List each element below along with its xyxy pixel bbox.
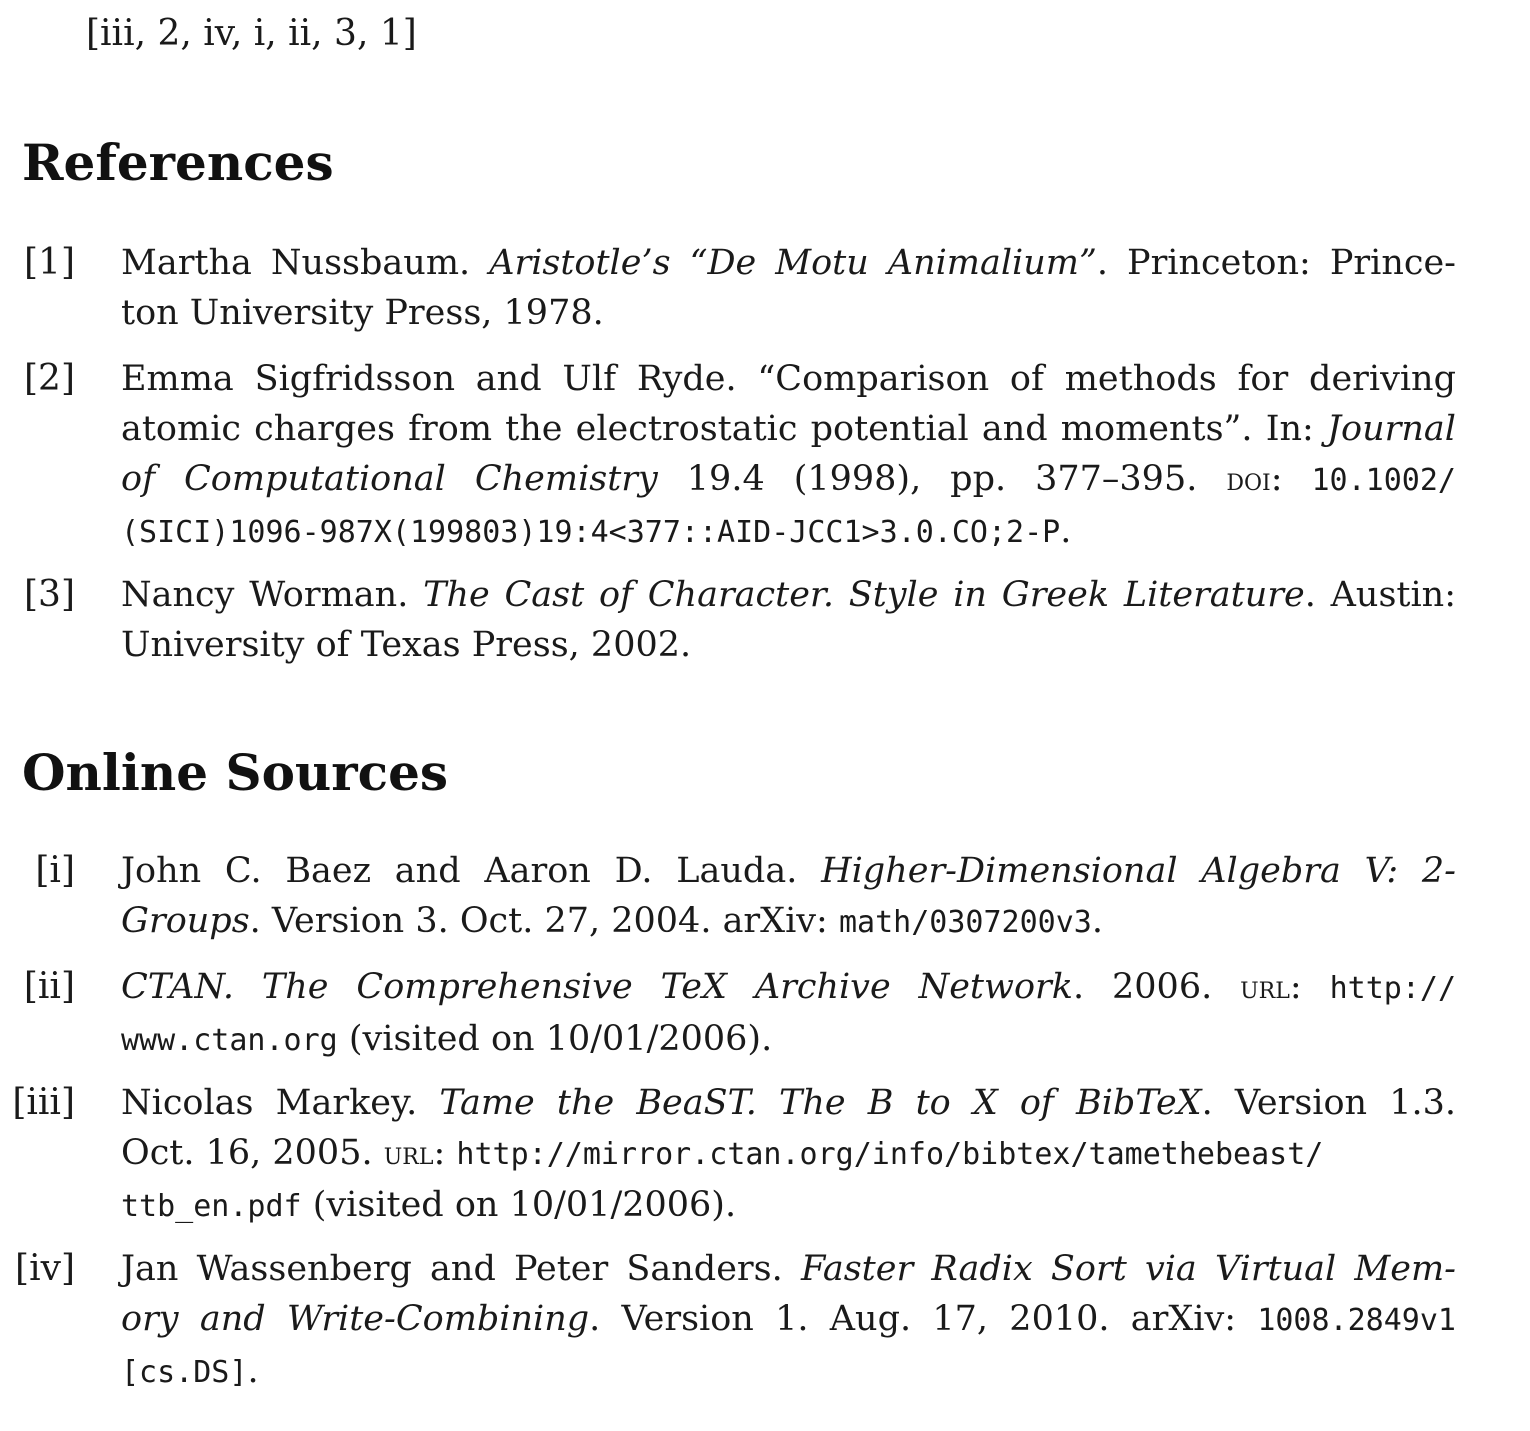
url-label: url [383, 1134, 434, 1172]
entry-label: [2] [24, 358, 75, 399]
entry-title: Aristotle’s “De Motu Animalium” [489, 243, 1097, 283]
entry-body: Jan Wassenberg and Peter Sanders. Faster Radix Sort via Virtual Mem- ory and Write-Combining. Version 1. Aug. 17, 2010. arXiv: 1008.2849v1 [cs.DS]. [121, 1249, 1456, 1391]
entry-author: Jan Wassenberg and Peter Sanders. [121, 1249, 783, 1289]
entry-body: John C. Baez and Aaron D. Lauda. Higher-Dimensional Algebra V: 2- Groups. Version 3. Oct. 27, 2004. arXiv: math/0307200v3. [121, 851, 1456, 941]
references-heading: References [22, 133, 334, 192]
doi-label: doi [1226, 460, 1271, 498]
entry-title: CTAN. The Comprehensive TeX Archive Network [121, 967, 1073, 1007]
entry-title: Groups [121, 901, 250, 941]
entry-title: Tame the BeaST. The B to X of BibTeX [439, 1083, 1202, 1123]
entry-body: Nicolas Markey. Tame the BeaST. The B to X of BibTeX. Version 1.3. Oct. 16, 2005. url: http://mirror.ctan.org/info/bibtex/tamethebeast/ ttb_en.pdf (visited on 10/01/2006). [121, 1083, 1456, 1225]
entry-label: [iv] [15, 1248, 75, 1289]
entry-label: [3] [24, 574, 75, 615]
online-sources-heading: Online Sources [22, 743, 449, 802]
entry-body: Emma Sigfridsson and Ulf Ryde. “Comparison of methods for deriving atomic charges from the electrostatic potential and moments”. In: Journal of Computational Chemistry 19.4 (1998), pp. 377–395. doi: 10.1002/ (SICI)1096-987X(199803)19:4<377::AID-JCC1>3.0.CO;2-P. [121, 359, 1456, 551]
entry-body: Martha Nussbaum. Aristotle’s “De Motu Animalium”. Princeton: Prince- ton University Press, 1978. [121, 243, 1457, 333]
url-link[interactable]: ttb_en.pdf [121, 1189, 302, 1224]
entry-author: Martha Nussbaum. [121, 243, 471, 283]
entry-author: John C. Baez and Aaron D. Lauda. [121, 851, 798, 891]
url-label: url [1240, 968, 1290, 1006]
arxiv-category: [cs.DS] [121, 1355, 248, 1390]
url-link[interactable]: www.ctan.org [121, 1023, 338, 1058]
entry-body: CTAN. The Comprehensive TeX Archive Network. 2006. url: http:// www.ctan.org (visited on 10/01/2006). [121, 967, 1457, 1059]
url-link[interactable]: http://mirror.ctan.org/info/bibtex/tamethebeast/ [456, 1137, 1324, 1172]
entry-label: [ii] [23, 966, 75, 1007]
doi-link[interactable]: (SICI)1096-987X(199803)19:4<377::AID-JCC1>3.0.CO;2-P [121, 515, 1061, 550]
entry-title: ory and Write-Combining [121, 1299, 590, 1339]
arxiv-link[interactable]: math/0307200v3 [838, 905, 1092, 940]
entry-title: Faster Radix Sort via Virtual Mem- [800, 1249, 1456, 1289]
arxiv-link[interactable]: 1008.2849v1 [1257, 1303, 1456, 1338]
entry-author: Nicolas Markey. [121, 1083, 418, 1123]
entry-journal: Journal [1327, 409, 1456, 449]
entry-body: Nancy Worman. The Cast of Character. Style in Greek Literature. Austin: University of Texas Press, 2002. [121, 575, 1456, 665]
citation-line: [iii, 2, iv, i, ii, 3, 1] [86, 13, 417, 54]
doi-link[interactable]: 10.1002/ [1311, 463, 1456, 498]
url-link[interactable]: http:// [1329, 971, 1457, 1006]
entry-label: [i] [35, 850, 75, 891]
entry-author: Nancy Worman. [121, 575, 409, 615]
entry-journal: of Computational Chemistry [121, 459, 658, 499]
entry-title: Higher-Dimensional Algebra V: 2- [821, 851, 1456, 891]
entry-label: [1] [24, 242, 75, 283]
entry-label: [iii] [12, 1082, 75, 1123]
entry-title: The Cast of Character. Style in Greek Literature [423, 575, 1305, 615]
